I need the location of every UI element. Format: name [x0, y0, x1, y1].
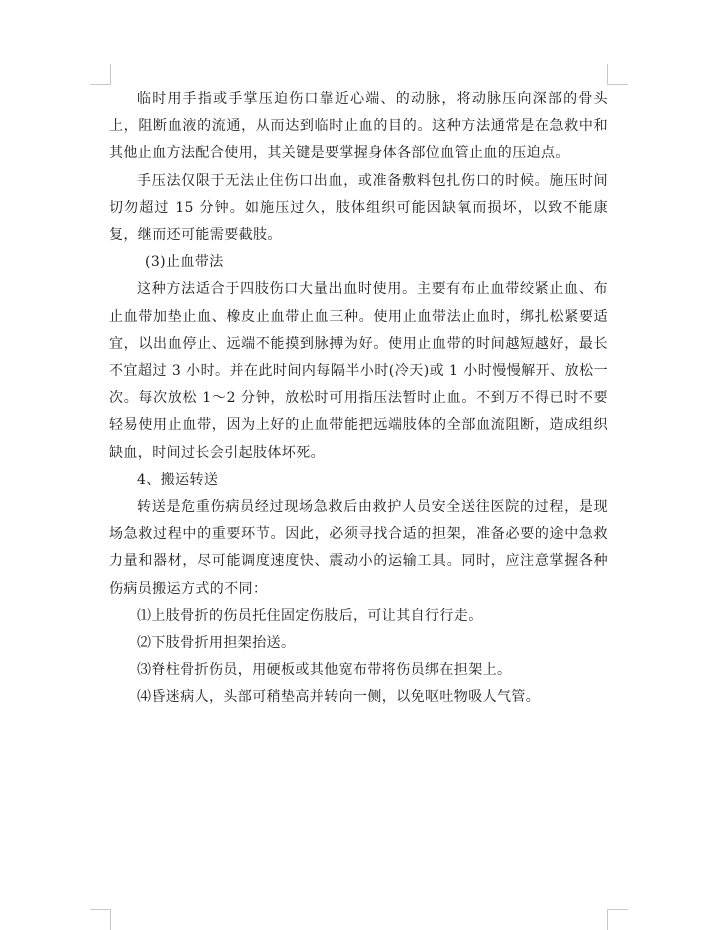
margin-corner-top-right [607, 64, 628, 85]
list-item-upper-limb: ⑴上肢骨折的伤员托住固定伤肢后，可让其自行行走。 [137, 607, 483, 624]
list-item-lower-limb: ⑵下肢骨折用担架抬送。 [137, 635, 296, 652]
paragraph-hand-pressure: 手压法仅限于无法止住伤口出血，或准备敷料包扎伤口的时候。施压时间切勿超过 15 分钟。如施压过久，肢体组织可能因缺氧而损坏，以致不能康复，继而还可能需要截肢。 [109, 172, 608, 244]
section-heading-transport: 4、搬运转送 [137, 471, 219, 488]
document-body [109, 86, 608, 712]
paragraph-tourniquet: 这种方法适合于四肢伤口大量出血时使用。主要有布止血带绞紧止血、布止血带加垫止血、橡皮止血带止血三种。使用止血带法止血时，绑扎松紧要适宜，以出血停止、远端不能摸到脉搏为好。使用止血带的时间越短越好，最长不宜超过 3 小时。并在此时间内每隔半小时(冷天)或 1 小时慢慢解开、放松一次。每次放松 1～2 分钟，放松时可用指压法暂时止血。不到万不得已时不要轻易使用止血带，因为上好的止血带能把远端肢体的全部血流阻断，造成组织缺血，时间过长会引起肢体坏死。 [109, 281, 608, 461]
margin-corner-bottom-right [607, 909, 628, 930]
list-item-unconscious: ⑷昏迷病人，头部可稍垫高并转向一侧，以免呕吐物吸人气管。 [137, 689, 541, 706]
margin-corner-bottom-left [90, 909, 111, 930]
paragraph-transport: 转送是危重伤病员经过现场急救后由救护人员安全送往医院的过程，是现场急救过程中的重要环节。因此，必须寻找合适的担架，准备必要的途中急救力量和器材，尽可能调度速度快、震动小的运输工具。同时，应注意掌握各种伤病员搬运方式的不同： [109, 499, 608, 597]
margin-corner-top-left [90, 64, 111, 85]
section-heading-tourniquet: (3)止血带法 [145, 254, 224, 271]
list-item-spine: ⑶脊柱骨折伤员，用硬板或其他宽布带将伤员绑在担架上。 [137, 662, 512, 679]
paragraph-pressure-method: 临时用手指或手掌压迫伤口靠近心端、的动脉，将动脉压向深部的骨头上，阻断血液的流通，从而达到临时止血的目的。这种方法通常是在急救中和其他止血方法配合使用，其关键是要掌握身体各部位血管止血的压迫点。 [109, 91, 608, 162]
